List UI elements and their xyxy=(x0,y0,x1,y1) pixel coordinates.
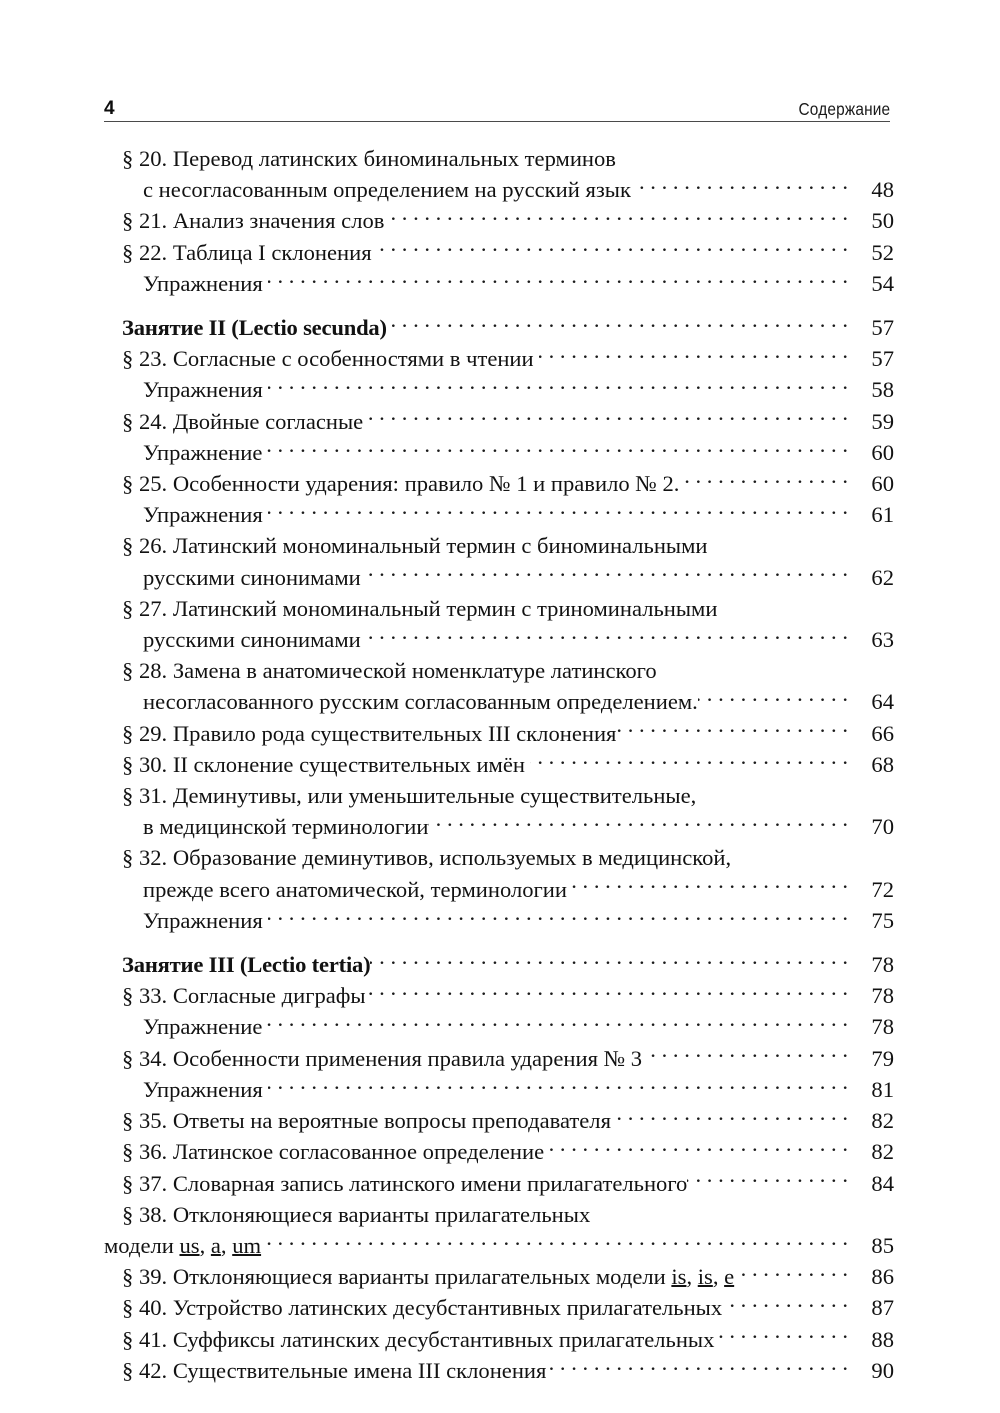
toc-leader-dots xyxy=(267,1012,848,1035)
toc-entry[interactable] xyxy=(104,718,894,749)
toc-entry-label: русскими синонимами xyxy=(143,627,361,653)
toc-entry-label: § 32. Образование деминутивов, используемых в медицинской, xyxy=(122,845,732,871)
toc-entry[interactable] xyxy=(104,237,894,268)
toc-leader-dots xyxy=(727,1293,848,1316)
toc-entry[interactable] xyxy=(104,1230,894,1261)
toc-entry-label: § 38. Отклоняющиеся варианты прилагательных xyxy=(122,1201,591,1227)
toc-entry-label: Упражнения xyxy=(143,377,263,403)
toc-page-number: 75 xyxy=(871,907,894,933)
toc-leader-dots xyxy=(268,268,848,291)
toc-entry-label: § 40. Устройство латинских десубстантивных прилагательных xyxy=(122,1295,723,1321)
toc-page-number: 86 xyxy=(871,1264,894,1290)
toc-entry-label: § 35. Ответы на вероятные вопросы преподавателя xyxy=(122,1108,611,1134)
toc-page-number: 60 xyxy=(871,439,894,465)
toc-entry-label: прежде всего анатомической, терминологии xyxy=(143,876,567,902)
toc-entry[interactable] xyxy=(104,1355,894,1386)
toc-leader-dots xyxy=(546,1355,848,1378)
toc-entry[interactable] xyxy=(104,593,894,624)
toc-entry[interactable] xyxy=(104,343,894,374)
toc-entry[interactable] xyxy=(104,562,894,593)
toc-leader-dots xyxy=(428,812,848,835)
toc-entry-label: § 25. Особенности ударения: правило № 1 и правило № 2. xyxy=(122,471,680,497)
toc-entry-label: § 41. Суффиксы латинских десубстантивных прилагательных xyxy=(122,1326,715,1352)
toc-leader-dots xyxy=(679,468,848,491)
toc-entry[interactable] xyxy=(104,1168,894,1199)
toc-leader-dots xyxy=(268,375,848,398)
running-title: Содержание xyxy=(798,98,890,119)
toc-entry-label: русскими синонимами xyxy=(143,564,361,590)
toc-entry-label: Занятие III (Lectio tertia) xyxy=(122,952,371,978)
toc-entry-label: Упражнения xyxy=(143,1076,263,1102)
toc-leader-dots xyxy=(366,981,848,1004)
toc-entry[interactable] xyxy=(104,406,894,437)
toc-page-number: 82 xyxy=(871,1108,894,1134)
toc-page-number: 61 xyxy=(871,502,894,528)
toc-leader-dots xyxy=(549,1137,848,1160)
toc-entry[interactable] xyxy=(104,780,894,811)
toc-entry-label: § 26. Латинский мономинальный термин с биноминальными xyxy=(122,533,708,559)
toc-leader-dots xyxy=(377,237,848,260)
toc-entry[interactable] xyxy=(104,143,894,174)
toc-leader-dots xyxy=(539,344,848,367)
page-number-folio: 4 xyxy=(104,98,115,119)
toc-entry-label: § 24. Двойные согласные xyxy=(122,408,364,434)
toc-entry[interactable] xyxy=(104,174,894,205)
table-of-contents xyxy=(104,143,894,1386)
toc-page-number: 82 xyxy=(871,1139,894,1165)
toc-page-number: 78 xyxy=(871,1014,894,1040)
toc-entry[interactable] xyxy=(104,268,894,299)
toc-leader-dots xyxy=(530,749,848,772)
toc-page-number: 66 xyxy=(871,720,894,746)
toc-page-number: 79 xyxy=(871,1045,894,1071)
toc-leader-dots xyxy=(595,1199,848,1222)
toc-page-number: 81 xyxy=(871,1076,894,1102)
toc-page-number: 85 xyxy=(871,1232,894,1258)
toc-entry-label: § 37. Словарная запись латинского имени прилагательного xyxy=(122,1170,688,1196)
toc-entry-label: несогласованного русским согласованным определением. xyxy=(143,689,698,715)
toc-section-heading[interactable] xyxy=(104,312,894,343)
toc-leader-dots xyxy=(368,406,848,429)
toc-entry[interactable] xyxy=(104,749,894,780)
toc-entry[interactable] xyxy=(104,655,894,686)
toc-entry-label: § 22. Таблица I склонения xyxy=(122,239,372,265)
toc-page-number: 87 xyxy=(871,1295,894,1321)
toc-leader-dots xyxy=(616,718,848,741)
toc-entry-label: § 30. II склонение существительных имён xyxy=(122,751,525,777)
toc-entry-label: Упражнение xyxy=(143,439,263,465)
toc-leader-dots xyxy=(687,1168,848,1191)
toc-entry-label: § 39. Отклоняющиеся варианты прилагательных модели is, is, e xyxy=(122,1264,735,1290)
toc-entry-label: с несогласованным определением на русский язык xyxy=(143,177,631,203)
toc-entry[interactable] xyxy=(104,1261,894,1292)
toc-entry[interactable] xyxy=(104,1199,894,1230)
toc-leader-dots xyxy=(662,656,848,679)
toc-entry-label: § 42. Существительные имена III склонения xyxy=(122,1357,547,1383)
toc-leader-dots xyxy=(722,593,848,616)
toc-entry[interactable] xyxy=(104,205,894,236)
toc-leader-dots xyxy=(621,143,848,166)
toc-entry-label: § 23. Согласные с особенностями в чтении xyxy=(122,346,534,372)
toc-entry[interactable] xyxy=(104,374,894,405)
toc-entry[interactable] xyxy=(104,1043,894,1074)
toc-section-heading[interactable] xyxy=(104,949,894,980)
toc-leader-dots xyxy=(701,780,848,803)
toc-leader-dots xyxy=(713,531,849,554)
toc-leader-dots xyxy=(268,500,848,523)
toc-entry-label: § 34. Особенности применения правила ударения № 3 xyxy=(122,1045,643,1071)
toc-page-number: 88 xyxy=(871,1326,894,1352)
page-running-head xyxy=(104,90,890,122)
toc-page-number: 72 xyxy=(871,876,894,902)
toc-leader-dots xyxy=(261,1230,848,1253)
toc-entry-label: § 29. Правило рода существительных III склонения xyxy=(122,720,617,746)
toc-page-number: 64 xyxy=(871,689,894,715)
toc-entry-label: Упражнения xyxy=(143,907,263,933)
toc-entry[interactable] xyxy=(104,1011,894,1042)
toc-entry[interactable] xyxy=(104,1292,894,1323)
toc-entry-label: § 31. Деминутивы, или уменьшительные существительные, xyxy=(122,783,697,809)
toc-entry[interactable] xyxy=(104,842,894,873)
toc-leader-dots xyxy=(698,687,848,710)
toc-entry[interactable] xyxy=(104,1324,894,1355)
toc-leader-dots xyxy=(370,949,848,972)
toc-page-number: 84 xyxy=(871,1170,894,1196)
toc-page-number: 90 xyxy=(871,1357,894,1383)
toc-entry[interactable] xyxy=(104,530,894,561)
toc-page-number: 60 xyxy=(871,471,894,497)
toc-leader-dots xyxy=(739,1262,848,1285)
toc-entry[interactable] xyxy=(104,874,894,905)
toc-page-number: 48 xyxy=(871,177,894,203)
toc-entry[interactable] xyxy=(104,624,894,655)
toc-page-number: 54 xyxy=(871,270,894,296)
toc-leader-dots xyxy=(389,206,848,229)
toc-page-number: 57 xyxy=(871,346,894,372)
toc-entry-label: § 20. Перевод латинских биноминальных терминов xyxy=(122,146,616,171)
toc-entry-label: модели us, a, um xyxy=(104,1232,262,1258)
toc-entry-label: § 33. Согласные диграфы xyxy=(122,983,366,1009)
toc-entry-label: § 21. Анализ значения слов xyxy=(122,208,385,234)
toc-entry[interactable] xyxy=(104,980,894,1011)
toc-page-number: 78 xyxy=(871,983,894,1009)
toc-leader-dots xyxy=(736,843,848,866)
toc-leader-dots xyxy=(647,1043,848,1066)
toc-entry[interactable] xyxy=(104,499,894,530)
toc-page-number: 52 xyxy=(871,239,894,265)
toc-leader-dots xyxy=(267,437,848,460)
toc-page-number: 57 xyxy=(871,315,894,341)
toc-entry[interactable] xyxy=(104,437,894,468)
toc-entry[interactable] xyxy=(104,811,894,842)
toc-entry-label: в медицинской терминологии xyxy=(143,814,429,840)
toc-entry[interactable] xyxy=(104,1105,894,1136)
toc-page-number: 62 xyxy=(871,564,894,590)
toc-leader-dots xyxy=(366,624,848,647)
toc-leader-dots xyxy=(714,1324,848,1347)
toc-entry[interactable] xyxy=(104,686,894,717)
toc-entry-label: Занятие II (Lectio secunda) xyxy=(122,315,387,341)
toc-entry-label: § 27. Латинский мономинальный термин с триноминальными xyxy=(122,595,718,621)
toc-entry[interactable] xyxy=(104,1136,894,1167)
toc-entry[interactable] xyxy=(104,1074,894,1105)
toc-entry-label: § 36. Латинское согласованное определение xyxy=(122,1139,545,1165)
toc-page-number: 70 xyxy=(871,814,894,840)
toc-entry-label: Упражнения xyxy=(143,502,263,528)
toc-page-number: 68 xyxy=(871,751,894,777)
toc-page-number: 63 xyxy=(871,627,894,653)
toc-page-number: 78 xyxy=(871,952,894,978)
toc-leader-dots xyxy=(636,175,848,198)
toc-entry-label: Упражнения xyxy=(143,270,263,296)
toc-leader-dots xyxy=(572,874,848,897)
toc-entry[interactable] xyxy=(104,468,894,499)
toc-page-number: 59 xyxy=(871,408,894,434)
toc-entry-label: § 28. Замена в анатомической номенклатуре латинского xyxy=(122,658,657,684)
toc-leader-dots xyxy=(366,562,848,585)
toc-leader-dots xyxy=(268,1074,848,1097)
toc-leader-dots xyxy=(616,1106,848,1129)
toc-page-number: 50 xyxy=(871,208,894,234)
toc-entry-label: Упражнение xyxy=(143,1014,263,1040)
toc-leader-dots xyxy=(268,905,848,928)
toc-leader-dots xyxy=(392,312,848,335)
toc-entry[interactable] xyxy=(104,905,894,936)
toc-page-number: 58 xyxy=(871,377,894,403)
